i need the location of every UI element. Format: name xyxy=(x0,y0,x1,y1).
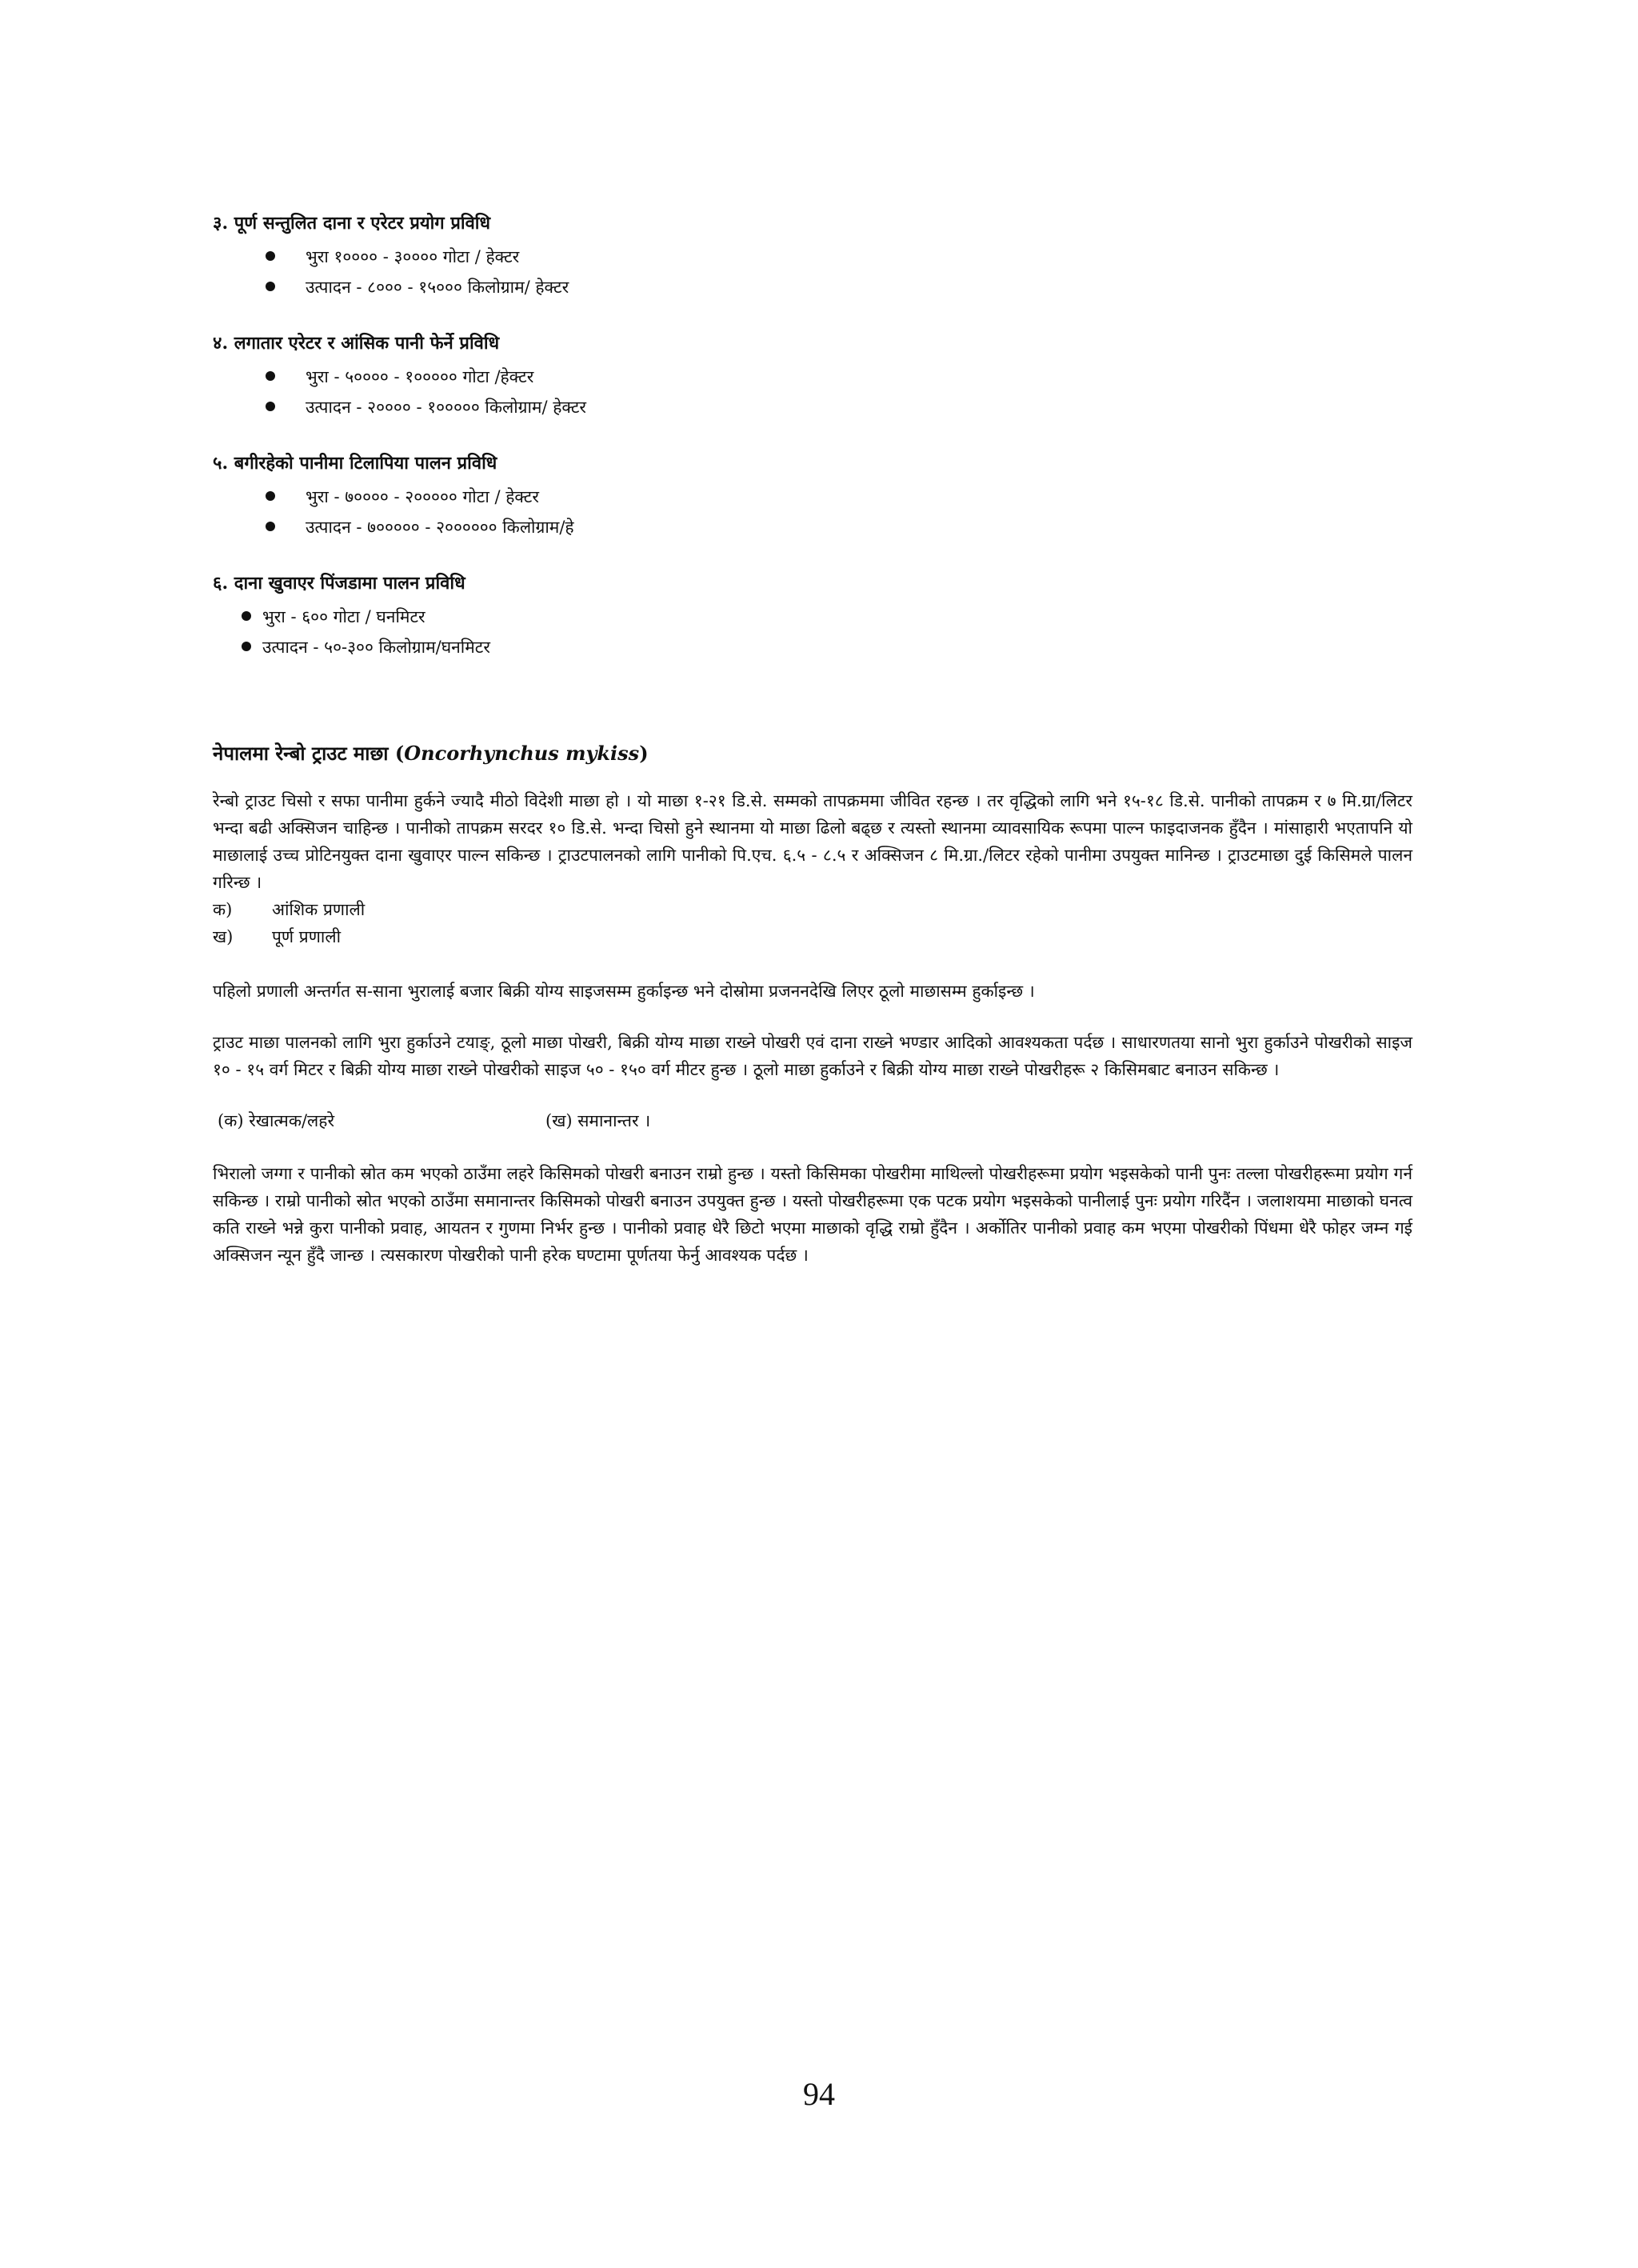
pond-type-linear: (क) रेखात्मक/लहरे xyxy=(218,1111,335,1130)
list-item xyxy=(266,392,1412,422)
list-item xyxy=(266,482,1412,512)
bullet-icon xyxy=(266,402,275,411)
list-item-text: उत्पादन - ५०-३०० किलोग्राम/घनमिटर xyxy=(262,638,490,657)
list-item-text: उत्पादन - ७००००० - २०००००० किलोग्राम/हे xyxy=(306,518,574,537)
page-number: 94 xyxy=(803,2076,835,2112)
heading-text: ) xyxy=(639,742,649,765)
technique-6 xyxy=(213,570,1412,662)
list-item xyxy=(242,632,1412,662)
technique-heading: ३. पूर्ण सन्तुलित दाना र एरेटर प्रयोग प्रविधि xyxy=(213,213,491,234)
list-item-text: भुरा - ६०० गोटा / घनमिटर xyxy=(262,607,425,626)
technique-5 xyxy=(213,450,1412,542)
bullet-icon xyxy=(266,491,275,501)
list-item-text: भुरा १०००० - ३०००० गोटा / हेक्टर xyxy=(306,247,520,266)
list-item xyxy=(266,512,1412,542)
technique-heading: ५. बगीरहेको पानीमा टिलापिया पालन प्रविधि xyxy=(213,453,497,474)
bullet-icon xyxy=(266,522,275,531)
list-item-text: आंशिक प्रणाली xyxy=(272,900,366,919)
list-item xyxy=(266,242,1412,272)
list-item xyxy=(213,896,1412,923)
bullet-list xyxy=(213,362,1412,422)
heading-text: नेपालमा रेन्बो ट्राउट माछा ( xyxy=(213,742,405,765)
page-content xyxy=(213,210,1412,1293)
list-item xyxy=(242,602,1412,632)
list-item xyxy=(266,362,1412,392)
list-item xyxy=(266,272,1412,302)
list-item-text: पूर्ण प्रणाली xyxy=(272,927,342,946)
list-item-text: उत्पादन - २०००० - १००००० किलोग्राम/ हेक्टर xyxy=(306,398,587,417)
paragraph-systems: पहिलो प्रणाली अन्तर्गत स-साना भुरालाई बजार बिक्री योग्य साइजसम्म हुर्काइन्छ भने दोस्रोमा प्रजननदेखि लिएर ठूलो माछासम्म हुर्काइन्छ । xyxy=(213,982,1035,1001)
list-item xyxy=(213,923,1412,950)
technique-heading: ४. लगातार एरेटर र आंसिक पानी फेर्ने प्रविधि xyxy=(213,333,500,354)
technique-heading: ६. दाना खुवाएर पिंजडामा पालन प्रविधि xyxy=(213,573,465,594)
bullet-icon xyxy=(266,251,275,261)
bullet-icon xyxy=(242,611,251,621)
list-item-label: क) xyxy=(213,900,233,919)
technique-4 xyxy=(213,330,1412,422)
system-list xyxy=(213,896,1412,950)
bullet-icon xyxy=(242,642,251,651)
bullet-list xyxy=(213,482,1412,542)
paragraph-pond-design: भिरालो जग्गा र पानीको स्रोत कम भएको ठाउँमा लहरे किसिमको पोखरी बनाउन राम्रो हुन्छ । यस्तो किसिमका पोखरीमा माथिल्लो पोखरीहरूमा प्रयोग भइसकेको पानी पुनः तल्ला पोखरीहरूमा प्रयोग गर्न सकिन्छ । राम्रो पानीको स्रोत भएको ठाउँमा समानान्तर किसिमको पोखरी बनाउन उपयुक्त हुन्छ । यस्तो पोखरीहरूमा एक पटक प्रयोग भइसकेको पानीलाई पुनः प्रयोग गरिदैंन । जलाशयमा माछाको घनत्व कति राख्ने भन्ने कुरा पानीको प्रवाह, आयतन र गुणमा निर्भर हुन्छ । पानीको प्रवाह धेरै छिटो भएमा माछाको वृद्धि राम्रो हुँदैन । अर्कोतिर पानीको प्रवाह कम भएमा पोखरीको पिंधमा धेरै फोहर जम्न गई अक्सिजन न्यून हुँदै जान्छ । त्यसकारण पोखरीको पानी हरेक घण्टामा पूर्णतया फेर्नु आवश्यक पर्दछ । xyxy=(213,1164,1412,1265)
bullet-icon xyxy=(266,282,275,291)
bullet-list xyxy=(213,242,1412,302)
technique-3 xyxy=(213,210,1412,302)
list-item-text: भुरा - ७०००० - २००००० गोटा / हेक्टर xyxy=(306,487,539,506)
paragraph-trout-intro: रेन्बो ट्राउट चिसो र सफा पानीमा हुर्कने ज्यादै मीठो विदेशी माछा हो । यो माछा १-२१ डि.से. सम्मको तापक्रममा जीवित रहन्छ । तर वृद्धिको लागि भने १५-१८ डि.से. पानीको तापक्रम र ७ मि.ग्रा/लिटर भन्दा बढी अक्सिजन चाहिन्छ । पानीको तापक्रम सरदर १० डि.से. भन्दा चिसो हुने स्थानमा यो माछा ढिलो बढ्छ र त्यस्तो स्थानमा व्यावसायिक रूपमा पाल्न फाइदाजनक हुँदैन । मांसाहारी भएतापनि यो माछालाई उच्च प्रोटिनयुक्त दाना खुवाएर पाल्न सकिन्छ । ट्राउटपालनको लागि पानीको पि.एच. ६.५ - ८.५ र अक्सिजन ८ मि.ग्रा./लिटर रहेको पानीमा उपयुक्त मानिन्छ । ट्राउटमाछा दुई किसिमले पालन गरिन्छ । xyxy=(213,791,1412,892)
list-item-text: भुरा - ५०००० - १००००० गोटा /हेक्टर xyxy=(306,367,534,386)
paragraph-infrastructure: ट्राउट माछा पालनको लागि भुरा हुर्काउने टयाङ्, ठूलो माछा पोखरी, बिक्री योग्य माछा राख्ने पोखरी एवं दाना राख्ने भण्डार आदिको आवश्यकता पर्दछ । साधारणतया सानो भुरा हुर्काउने पोखरीको साइज १० - १५ वर्ग मिटर र बिक्री योग्य माछा राख्ने पोखरीको साइज ५० - १५० वर्ग मीटर हुन्छ । ठूलो माछा हुर्काउने र बिक्री योग्य माछा राख्ने पोखरीहरू २ किसिमबाट बनाउन सकिन्छ । xyxy=(213,1033,1412,1079)
list-item-text: उत्पादन - ८००० - १५००० किलोग्राम/ हेक्टर xyxy=(306,278,569,297)
scientific-name: Oncorhynchus mykiss xyxy=(404,742,640,765)
pond-types xyxy=(218,1107,1412,1134)
bullet-icon xyxy=(266,371,275,381)
pond-type-parallel: (ख) समानान्तर । xyxy=(545,1111,651,1130)
list-item-label: ख) xyxy=(213,927,234,946)
bullet-list xyxy=(213,602,1412,662)
section-heading-trout xyxy=(213,739,1412,768)
